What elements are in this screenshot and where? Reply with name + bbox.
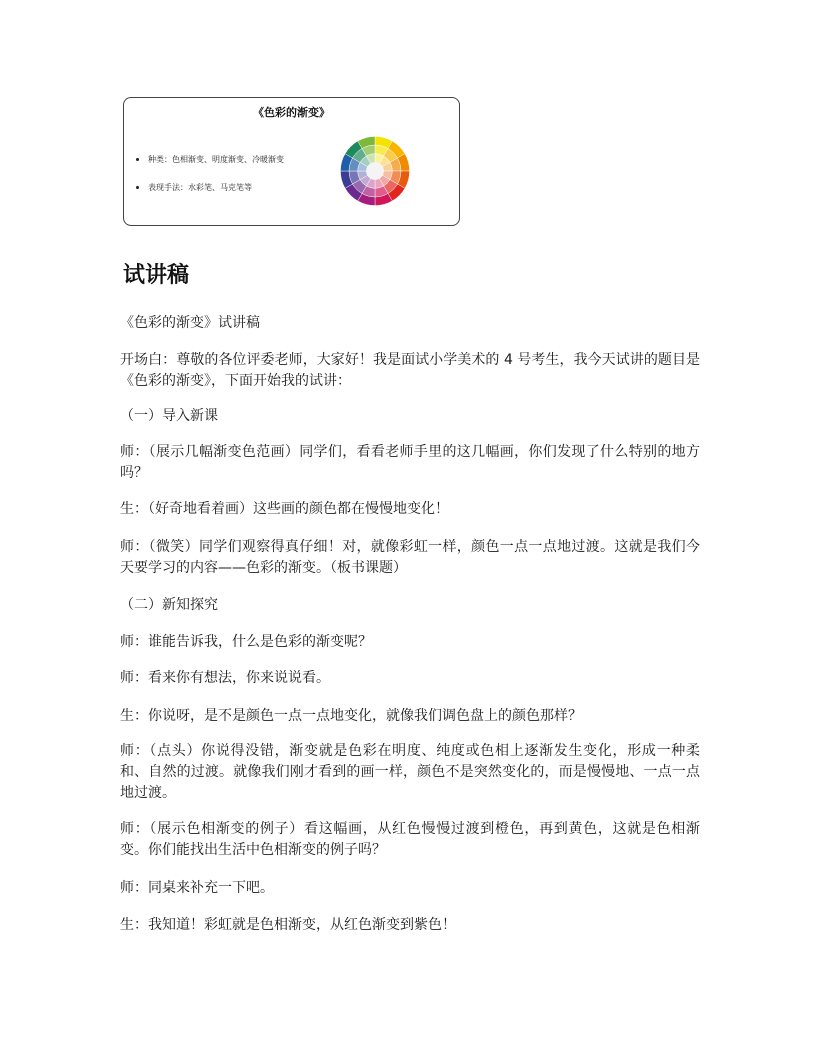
slide-bullet: 表现手法：水彩笔、马克笔等: [136, 183, 284, 211]
paragraph: 师：（展示几幅渐变色范画）同学们，看看老师手里的这几幅画，你们发现了什么特别的地方吗？: [120, 444, 700, 481]
paragraph: 师：（微笑）同学们观察得真仔细！对，就像彩虹一样，颜色一点一点地过渡。这就是我们今天要学习的内容——色彩的渐变。（板书课题）: [120, 539, 700, 576]
paragraph: （一）导入新课: [120, 408, 218, 424]
color-wheel-center: [366, 162, 383, 179]
paragraph: 师：（点头）你说得没错，渐变就是色彩在明度、纯度或色相上逐渐发生变化，形成一种柔和、自然的过渡。就像我们刚才看到的画一样，颜色不是突然变化的，而是慢慢地、一点一点地过渡。: [120, 743, 700, 801]
slide-bullets: [136, 155, 284, 211]
slide-thumbnail: [123, 97, 460, 226]
paragraph: 开场白：尊敬的各位评委老师，大家好！我是面试小学美术的 4 号考生，我今天试讲的题目是《色彩的渐变》，下面开始我的试讲：: [120, 352, 700, 389]
paragraph: 师：同桌来补充一下吧。: [120, 880, 274, 896]
paragraph: 生：你说呀，是不是颜色一点一点地变化，就像我们调色盘上的颜色那样？: [120, 708, 582, 724]
color-wheel-icon: [339, 135, 411, 207]
paragraph: 《色彩的渐变》试讲稿: [120, 315, 260, 331]
paragraph: 生：（好奇地看着画）这些画的颜色都在慢慢地变化！: [120, 501, 449, 517]
bullet-dot-icon: [136, 186, 139, 189]
paragraph: 生：我知道！彩虹就是色相渐变，从红色渐变到紫色！: [120, 917, 456, 933]
paragraph: 师：（展示色相渐变的例子）看这幅画，从红色慢慢过渡到橙色，再到黄色，这就是色相渐变。你们能找出生活中色相渐变的例子吗？: [120, 821, 700, 858]
paragraph: 师：谁能告诉我，什么是色彩的渐变呢？: [120, 634, 372, 650]
slide-bullet: 种类：色相渐变、明度渐变、冷暖渐变: [136, 155, 284, 183]
page-heading: 试讲稿: [123, 263, 190, 288]
paragraph: 师：看来你有想法，你来说说看。: [120, 670, 330, 686]
bullet-dot-icon: [136, 158, 139, 161]
slide-title: 《色彩的渐变》: [253, 106, 330, 119]
paragraph: （二）新知探究: [120, 597, 218, 613]
